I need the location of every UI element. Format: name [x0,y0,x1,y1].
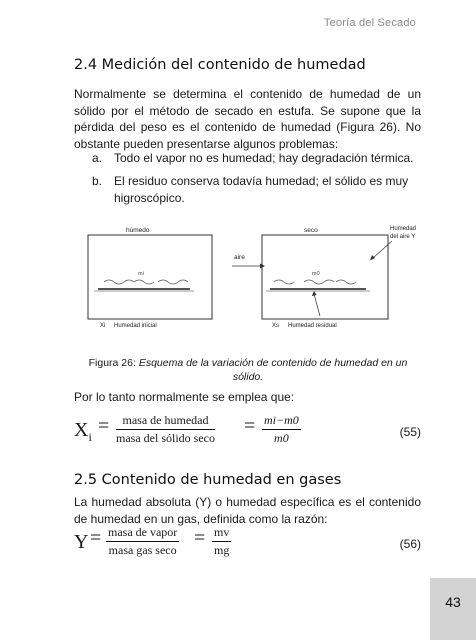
residual-moisture-text: Humedad residual [288,323,337,329]
dry-label: seco [304,227,318,234]
page-number-tab [430,578,476,640]
list-item-text: Todo el vapor no es humedad; hay degradación térmica. [114,151,414,165]
running-header: Teoría del Secado [323,17,416,29]
mass-initial-label: mi [138,271,144,277]
air-humidity-label-line1: Humedad [390,226,417,232]
list-marker: b. [91,174,102,188]
initial-moisture-symbol: Xi [100,323,106,329]
fraction-mass-ratio [116,413,215,446]
wet-sample-box [88,235,212,319]
equation-56: Y = masa de vapor masa gas seco = $\frac{mv}{mg}$ (56) [74,525,421,557]
section-2-5-paragraph: La humedad absoluta (Y) o humedad específica es el contenido de humedad en un gas, definida como la razón: [74,495,421,526]
mass-dry-label: m0 [312,271,320,277]
moisture-wave-left [104,280,188,284]
fraction-vapor-ratio [106,525,179,558]
wet-label: húmedo [126,227,150,234]
tray-right [270,288,366,290]
residual-arrow [314,294,320,316]
fraction-denominator: masa gas seco [108,543,177,557]
moisture-diagram [74,222,421,334]
list-marker: a. [91,151,102,165]
fraction-numerator: masa de humedad [116,413,215,430]
moisture-wave-right [274,280,356,284]
air-humidity-arrow [373,241,392,258]
tray-left [98,288,190,290]
figure-caption [80,356,416,384]
fraction-denominator: m0 [274,431,289,445]
equation-lhs: $X_i$ [74,419,92,444]
fraction-denominator: mg [214,543,230,557]
list-item-b [74,173,421,206]
fraction-mass-symbols [212,525,231,558]
fraction-numerator: mv [212,525,231,542]
equation-55: $X_i$ = masa de humedad masa del sólido seco = $\frac{mi-m0}{m0}$ (55) [74,413,421,445]
section-heading-2-5: 2.5 Contenido de humedad en gases [74,472,342,488]
list-item-a [74,150,421,167]
equation-number: (55) [399,425,421,439]
fraction-denominator: masa del sólido seco [116,431,215,445]
lead-in-paragraph: Por lo tanto normalmente se emplea que: [74,390,295,404]
fraction-numerator: mi−m0 [262,413,301,430]
air-label: aire [234,254,245,261]
caption-prefix: Figura 26: [88,357,139,369]
equation-lhs: Y [74,531,89,553]
fraction-numerator: masa de vapor [106,525,179,542]
page-number: 43 [445,594,461,610]
initial-moisture-text: Humedad inicial [114,323,157,329]
section-heading-2-4: 2.4 Medición del contenido de humedad [74,57,366,73]
figure-26-diagram [74,222,421,334]
dry-sample-box [262,235,388,319]
caption-text: Esquema de la variación de contenido de humedad en un sólido. [138,357,408,383]
residual-moisture-symbol: Xs [272,323,280,329]
section-2-4-paragraph: Normalmente se determina el contenido de humedad de un sólido por el método de secado en estufa. Se supone que la pérdida del peso es el contenido de humedad (Figura 26). No obstante pueden presentarse algunos problemas: [74,87,421,151]
equation-number: (56) [399,537,421,551]
air-humidity-label-line2: del aire Y [390,234,416,240]
fraction-mass-symbols [262,413,301,446]
list-item-text: El residuo conserva todavía humedad; el sólido es muy higroscópico. [114,174,409,205]
